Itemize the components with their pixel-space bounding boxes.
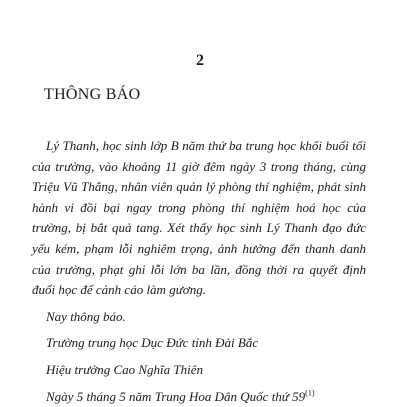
chapter-number: 2 [196, 52, 204, 69]
notice-principal: Hiệu trưởng Cao Nghĩa Thiên [46, 361, 204, 377]
notice-date-line [46, 387, 366, 407]
notice-date: Ngày 5 tháng 5 năm Trung Hoa Dân Quốc thứ 59 [46, 388, 306, 404]
notice-school: Trường trung học Dục Đức tỉnh Đài Bắc [46, 335, 259, 351]
section-title: THÔNG BÁO [44, 86, 141, 103]
notice-body [32, 136, 366, 407]
notice-closing: Nay thông báo. [46, 308, 126, 324]
notice-paragraph: Lý Thanh, học sinh lớp B năm thứ ba trung học khối buổi tối của trường, vào khoảng 11 giờ đêm ngày 3 trong tháng, cùng Triệu Vũ Thắng, nhân viên quản lý phòng thí nghiệm, phát sinh hành vi đồi bại ngay trong phòng thí nghiệm hoá học của trường, bị bắt quả tang. Xét thấy học sinh Lý Thanh đạo đức yếu kém, phạm lỗi nghiêm trọng, ảnh hưởng đến thanh danh của trường, phạt ghi lỗi lớn ba lần, đồng thời ra quyết định đuổi học để cảnh cáo làm gương. [32, 138, 366, 298]
footnote-marker: (1) [305, 388, 315, 398]
